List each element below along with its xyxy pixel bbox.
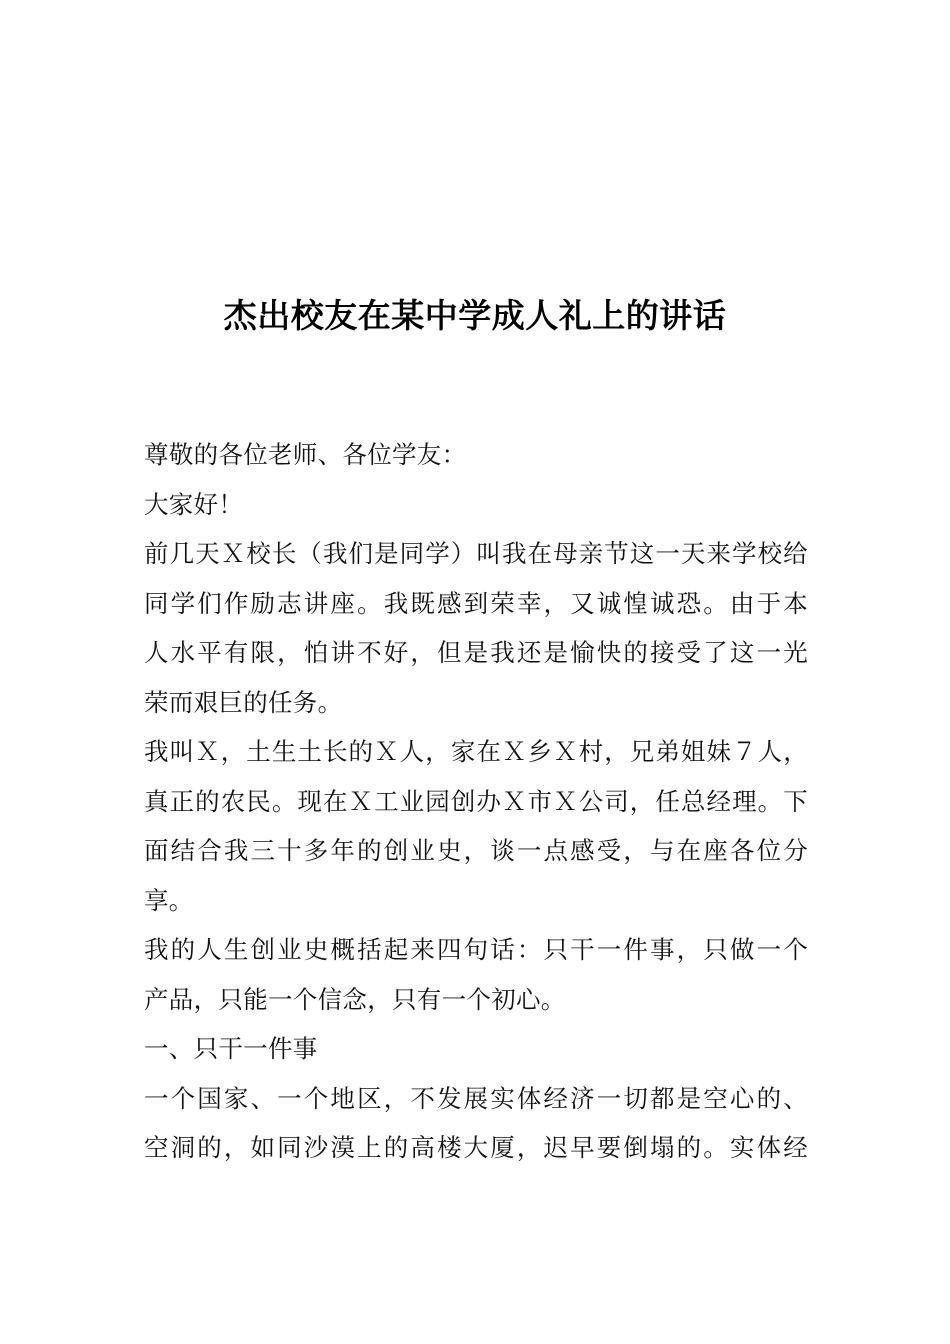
paragraph-line: 同学们作励志讲座。我既感到荣幸，又诚惶诚恐。由于本 (144, 588, 808, 618)
document-title: 杰出校友在某中学成人礼上的讲话 (223, 296, 727, 335)
greeting-line: 大家好！ (144, 489, 244, 519)
paragraph-line: 前几天Ｘ校长（我们是同学）叫我在母亲节这一天来学校给 (144, 539, 808, 568)
paragraph-line: 我叫Ｘ，土生土长的Ｘ人，家在Ｘ乡Ｘ村，兄弟姐妹７人， (144, 737, 808, 766)
paragraph-line: 真正的农民。现在Ｘ工业园创办Ｘ市Ｘ公司，任总经理。下 (144, 786, 808, 816)
paragraph-line: 人水平有限，怕讲不好，但是我还是愉快的接受了这一光 (144, 638, 808, 667)
paragraph-line: 荣而艰巨的任务。 (144, 687, 343, 717)
document-body (144, 430, 808, 1173)
paragraph-line: 产品，只能一个信念，只有一个初心。 (144, 984, 566, 1014)
paragraph-line: 面结合我三十多年的创业史，谈一点感受，与在座各位分 (144, 836, 808, 865)
section-heading: 一、只干一件事 (144, 1034, 318, 1063)
paragraph-line: 享。 (144, 885, 194, 915)
paragraph-line: 空洞的，如同沙漠上的高楼大厦，迟早要倒塌的。实体经 (144, 1133, 808, 1162)
salutation-line: 尊敬的各位老师、各位学友： (144, 440, 467, 469)
paragraph-line: 一个国家、一个地区，不发展实体经济一切都是空心的、 (144, 1083, 808, 1113)
paragraph-line: 我的人生创业史概括起来四句话：只干一件事，只做一个 (144, 935, 808, 964)
